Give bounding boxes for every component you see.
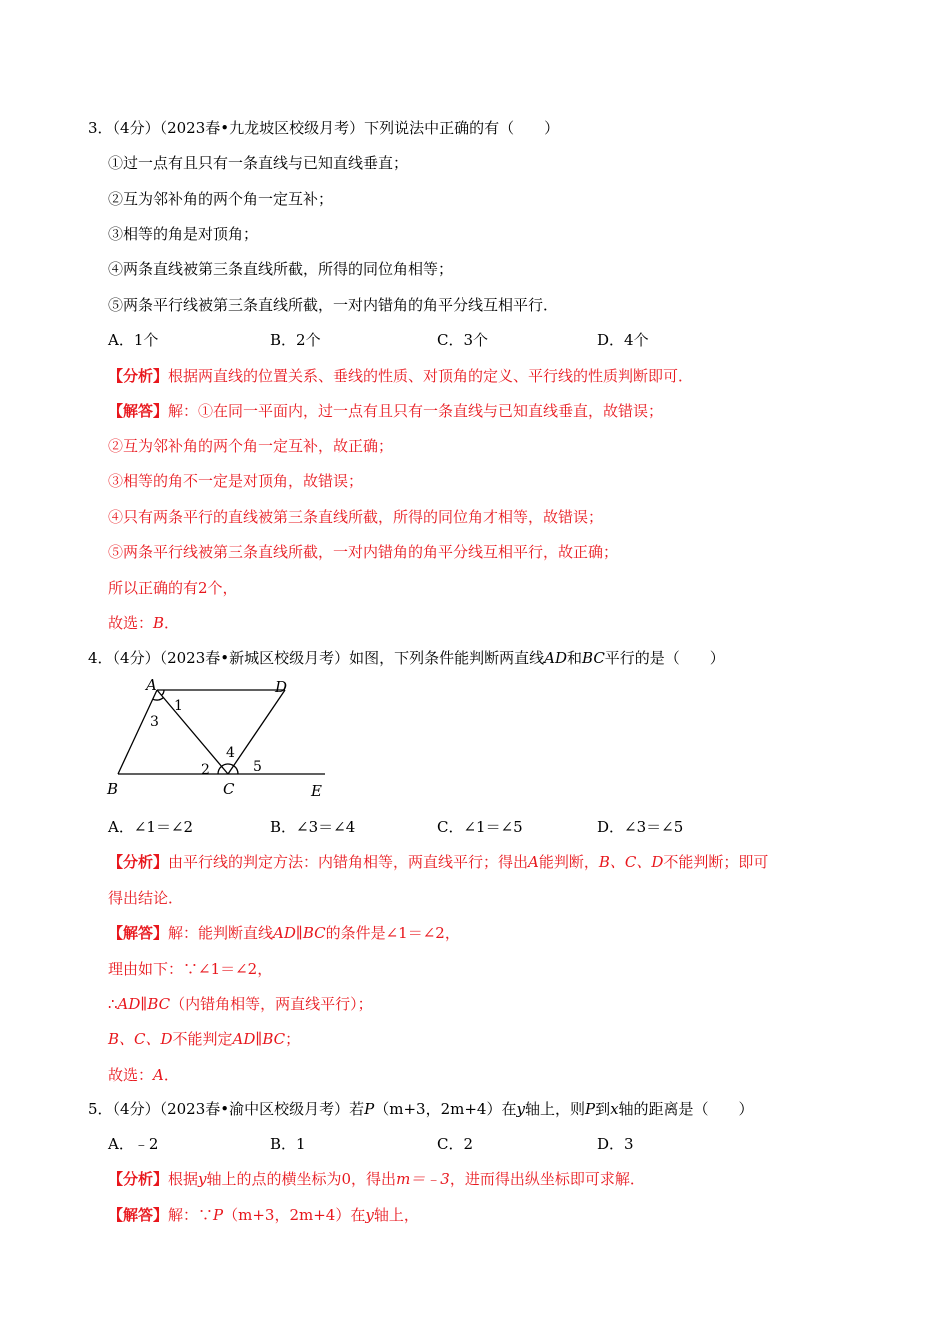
q5-analysis-a: 根据: [168, 1170, 199, 1188]
q4-answer4-letters: B、C、D: [108, 1030, 173, 1048]
q4-analysis-b: 能判断，: [538, 853, 599, 871]
q3-choice: [108, 613, 179, 633]
q5-analysis-tag: 【分析】: [108, 1170, 169, 1188]
q5-answer-a: 解：∵: [168, 1206, 214, 1224]
q5-analysis-b: 轴上的点的横坐标为0，得出: [206, 1170, 397, 1188]
point-label-a: A: [146, 676, 157, 694]
q3-statement-2: ②互为邻补角的两个角一定互补；: [108, 190, 334, 208]
q4-answer-line-3: [108, 994, 373, 1014]
q3-answer-line-1: [108, 401, 663, 421]
q3-statement-3: ③相等的角是对顶角；: [108, 225, 259, 243]
q4-choice: [108, 1065, 179, 1085]
angle-label-1: 1: [174, 698, 183, 714]
q3-option-a: A．1个: [108, 331, 159, 349]
q3-answer-line-3: ③相等的角不一定是对顶角，故错误；: [108, 472, 364, 490]
q3-option-d: D．4个: [597, 331, 649, 349]
q5-coords: （m+3，2m+4）: [374, 1100, 502, 1118]
q5-stem-e: 轴的距离是（ ）: [618, 1100, 754, 1118]
q4-option-d: D．∠3＝∠5: [597, 818, 684, 836]
q4-analysis-a: 由平行线的判定方法：内错角相等，两直线平行；得出: [168, 853, 529, 871]
q5-option-a: A．﹣2: [108, 1135, 159, 1153]
q3-stem-line: [88, 118, 559, 138]
q4-answer-line-4: [108, 1029, 300, 1049]
point-label-d: D: [275, 678, 288, 696]
q5-option-d: D．3: [597, 1135, 634, 1153]
angle-arc-5: [234, 766, 238, 774]
q5-analysis: [108, 1169, 645, 1189]
q5-answer-coords: （m+3，2m+4）: [223, 1206, 351, 1224]
point-label-b: B: [107, 780, 119, 798]
q4-stem-bc: BC: [582, 649, 605, 667]
angle-arc-1: [162, 690, 165, 695]
q4-source: （2023春•新城区校级月考）: [159, 649, 350, 667]
angle-label-3: 3: [150, 714, 159, 730]
q4-analysis-letters-bcd: B、C、D: [598, 853, 664, 871]
q4-option-a: A．∠1＝∠2: [108, 818, 194, 836]
q4-analysis-line-1: [108, 852, 768, 872]
q4-analysis-line-2: 得出结论．: [108, 889, 184, 907]
angle-arc-4: [222, 764, 234, 766]
q3-stem: 下列说法中正确的有（ ）: [364, 119, 560, 137]
angle-label-4: 4: [226, 745, 235, 761]
angle-label-5: 5: [253, 759, 262, 775]
q4-answer1-b: 的条件是∠1＝∠2，: [325, 924, 460, 942]
q3-analysis: [108, 366, 693, 386]
q3-answer-line-4: ④只有两条平行的直线被第三条直线所截，所得的同位角才相等，故错误；: [108, 508, 604, 526]
q4-stem-ad: AD: [544, 649, 567, 667]
q4-analysis-letter-a: A: [528, 853, 539, 871]
q4-answer1-parallel: AD∥BC: [273, 924, 326, 942]
q3-option-b: B．2个: [270, 331, 321, 349]
q5-answer-c: 轴上，: [373, 1206, 419, 1224]
q4-answer1-a: 解：能判断直线: [168, 924, 274, 942]
q5-answer-y: y: [365, 1206, 374, 1224]
point-label-c: C: [223, 780, 235, 798]
q5-point-p-2: P: [584, 1100, 596, 1118]
q5-stem-c: 轴上，则: [524, 1100, 585, 1118]
q4-option-c: C．∠1＝∠5: [437, 818, 523, 836]
point-label-e: E: [311, 782, 322, 800]
q5-axis-x: x: [610, 1100, 619, 1118]
q4-answer4-b: 不能判定: [172, 1030, 233, 1048]
q4-choice-prefix: 故选：: [108, 1066, 154, 1084]
q4-choice-letter: A: [153, 1066, 164, 1084]
q4-option-b: B．∠3＝∠4: [270, 818, 356, 836]
q5-answer-b: 在: [350, 1206, 366, 1224]
q3-answer-tag: 【解答】: [108, 402, 169, 420]
q5-analysis-y: y: [198, 1170, 207, 1188]
q5-score: （4分）: [112, 1100, 160, 1118]
q4-analysis-tag: 【分析】: [108, 853, 169, 871]
q4-answer3-b: （内错角相等，两直线平行）；: [170, 995, 373, 1013]
q4-answer-line-1: [108, 923, 460, 943]
line-ab: [118, 690, 157, 774]
q3-statement-4: ④两条直线被第三条直线所截，所得的同位角相等；: [108, 260, 454, 278]
q3-answer-text-1: 解：①在同一平面内，过一点有且只有一条直线与已知直线垂直，故错误；: [168, 402, 664, 420]
q3-option-c: C．3个: [437, 331, 489, 349]
q3-score: （4分）: [112, 119, 160, 137]
q4-answer3-a: ∴: [108, 995, 118, 1013]
q4-score: （4分）: [112, 649, 160, 667]
q3-number: 3．: [88, 119, 113, 137]
q4-geometry-figure: [100, 672, 340, 800]
q3-analysis-tag: 【分析】: [108, 367, 169, 385]
q5-stem-a: 若: [349, 1100, 365, 1118]
q4-answer-tag: 【解答】: [108, 924, 169, 942]
q4-answer4-c: ；: [285, 1030, 301, 1048]
q5-axis-y: y: [516, 1100, 525, 1118]
q4-stem-b: 和: [567, 649, 583, 667]
q5-analysis-m: m＝﹣3: [396, 1170, 450, 1188]
q5-stem-b: 在: [501, 1100, 517, 1118]
q4-analysis-c: 不能判断；即可: [663, 853, 769, 871]
q5-option-b: B．1: [270, 1135, 306, 1153]
q5-source: （2023春•渝中区校级月考）: [159, 1100, 350, 1118]
q5-number: 5．: [88, 1100, 113, 1118]
q4-choice-suffix: ．: [163, 1066, 179, 1084]
q3-analysis-text: 根据两直线的位置关系、垂线的性质、对顶角的定义、平行线的性质判断即可．: [168, 367, 694, 385]
q3-answer-line-2: ②互为邻补角的两个角一定互补，故正确；: [108, 437, 394, 455]
angle-arc-2: [218, 766, 222, 774]
q5-stem-line: [88, 1099, 754, 1119]
q5-stem-d: 到: [595, 1100, 611, 1118]
q4-answer-line-2: 理由如下：∵∠1＝∠2，: [108, 960, 273, 978]
q3-statement-5: ⑤两条平行线被第三条直线所截，一对内错角的角平分线互相平行．: [108, 296, 559, 314]
q5-option-c: C．2: [437, 1135, 474, 1153]
q3-source: （2023春•九龙坡区校级月考）: [159, 119, 365, 137]
q4-stem-a: 如图，下列条件能判断两直线: [349, 649, 545, 667]
q5-answer-p: P: [213, 1206, 224, 1224]
q3-answer-line-6: 所以正确的有2个，: [108, 579, 238, 597]
q4-answer4-parallel: AD∥BC: [232, 1030, 286, 1048]
line-ac: [157, 690, 228, 774]
angle-label-2: 2: [201, 762, 210, 778]
q5-analysis-c: ，进而得出纵坐标即可求解．: [449, 1170, 645, 1188]
q3-answer-line-5: ⑤两条平行线被第三条直线所截，一对内错角的角平分线互相平行，故正确；: [108, 543, 619, 561]
q3-choice-letter: B: [153, 614, 165, 632]
q3-statement-1: ①过一点有且只有一条直线与已知直线垂直；: [108, 154, 409, 172]
q4-stem-c: 平行的是（ ）: [604, 649, 725, 667]
q4-number: 4．: [88, 649, 113, 667]
q3-choice-prefix: 故选：: [108, 614, 154, 632]
q3-choice-suffix: ．: [164, 614, 180, 632]
q4-stem-line: [88, 648, 725, 668]
q5-answer: [108, 1205, 419, 1225]
angle-arc-3: [153, 698, 164, 700]
q5-point-p: P: [364, 1100, 375, 1118]
q5-answer-tag: 【解答】: [108, 1206, 169, 1224]
q4-answer3-parallel: AD∥BC: [117, 995, 171, 1013]
